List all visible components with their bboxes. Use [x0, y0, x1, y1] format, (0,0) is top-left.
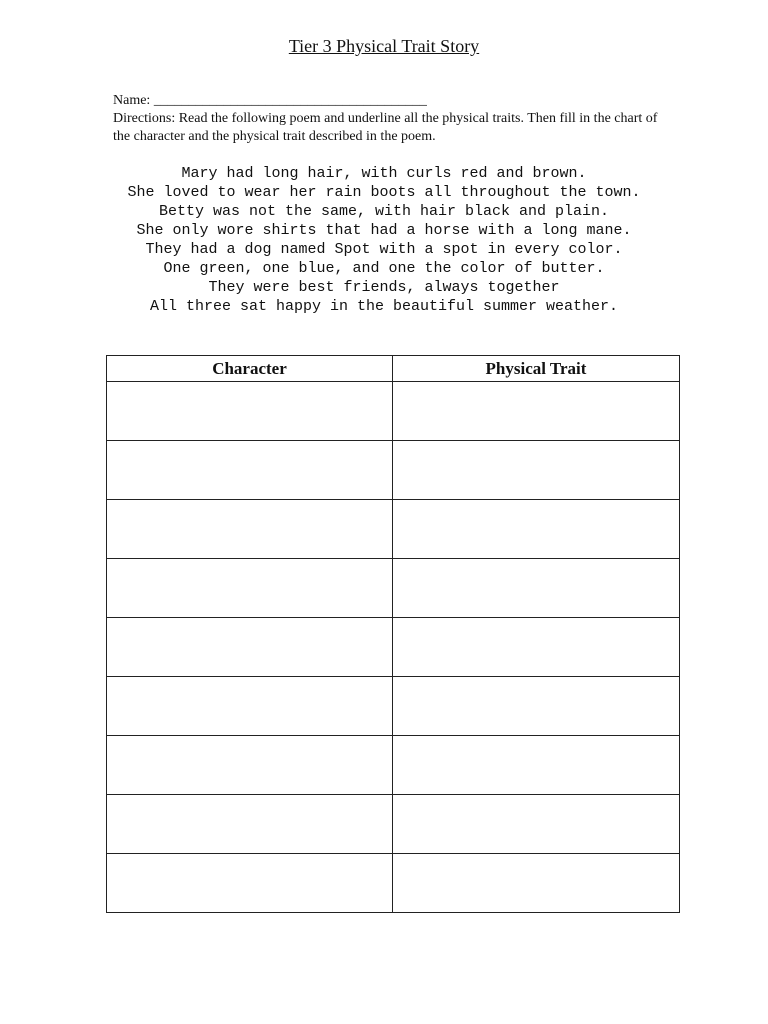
physical-trait-cell[interactable]	[393, 382, 680, 441]
physical-trait-cell[interactable]	[393, 441, 680, 500]
table-row	[107, 736, 680, 795]
trait-chart	[106, 355, 680, 913]
character-column-header: Character	[107, 356, 393, 382]
character-cell[interactable]	[107, 618, 393, 677]
table-row	[107, 500, 680, 559]
table-row	[107, 795, 680, 854]
directions-text: Directions: Read the following poem and underline all the physical traits. Then fill in the chart of the character and the physical trait described in the poem.	[113, 111, 658, 144]
table-row	[107, 854, 680, 913]
poem-line: All three sat happy in the beautiful summer weather.	[149, 298, 619, 315]
worksheet-title-text: Tier 3 Physical Trait Story	[288, 36, 480, 56]
character-cell[interactable]	[107, 677, 393, 736]
physical-trait-column-header: Physical Trait	[393, 356, 680, 382]
character-cell[interactable]	[107, 441, 393, 500]
character-cell[interactable]	[107, 736, 393, 795]
character-cell[interactable]	[107, 854, 393, 913]
physical-trait-cell[interactable]	[393, 736, 680, 795]
poem-line: She only wore shirts that had a horse with a long mane.	[136, 222, 632, 239]
poem-line: They had a dog named Spot with a spot in every color.	[145, 241, 623, 258]
table-row	[107, 677, 680, 736]
poem-line: They were best friends, always together	[208, 279, 560, 296]
intro-section	[113, 92, 673, 146]
table-row	[107, 441, 680, 500]
character-cell[interactable]	[107, 500, 393, 559]
physical-trait-cell[interactable]	[393, 854, 680, 913]
table-row	[107, 382, 680, 441]
poem-line: Mary had long hair, with curls red and brown.	[181, 165, 587, 182]
table-row	[107, 618, 680, 677]
physical-trait-cell[interactable]	[393, 500, 680, 559]
physical-trait-cell[interactable]	[393, 677, 680, 736]
character-cell[interactable]	[107, 795, 393, 854]
poem-line: Betty was not the same, with hair black and plain.	[158, 203, 610, 220]
poem	[108, 164, 660, 316]
character-cell[interactable]	[107, 382, 393, 441]
name-field[interactable]: Name: _______________________________________	[113, 93, 427, 108]
poem-line: She loved to wear her rain boots all throughout the town.	[127, 184, 641, 201]
poem-line: One green, one blue, and one the color of butter.	[163, 260, 605, 277]
physical-trait-cell[interactable]	[393, 559, 680, 618]
physical-trait-cell[interactable]	[393, 795, 680, 854]
character-cell[interactable]	[107, 559, 393, 618]
chart-header-row	[107, 356, 680, 382]
physical-trait-cell[interactable]	[393, 618, 680, 677]
table-row	[107, 559, 680, 618]
worksheet-title	[0, 35, 768, 57]
